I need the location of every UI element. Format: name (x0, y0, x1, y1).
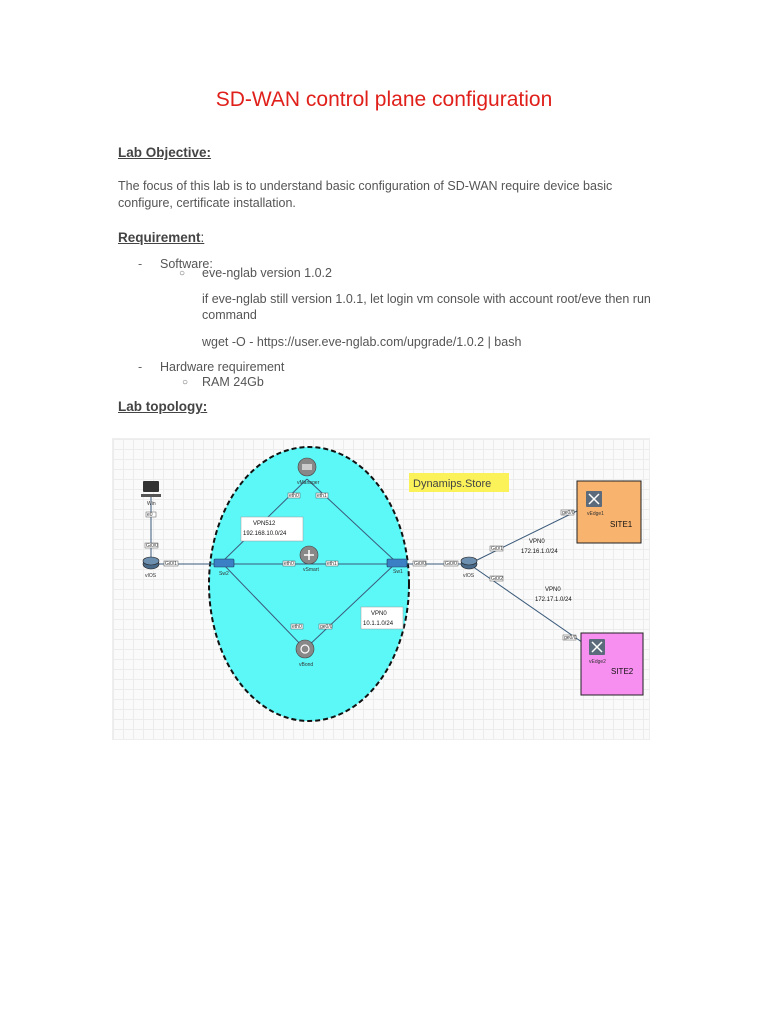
sw1-switch-icon[interactable] (387, 559, 407, 567)
hardware-item-ram: RAM 24Gb (202, 375, 264, 389)
software-item-upgrade-note: if eve-nglab still version 1.0.1, let login vm console with account root/eve then run command (202, 292, 651, 322)
vpn0-site2-name: VPN0 (545, 587, 561, 593)
topology-svg (113, 439, 649, 739)
vedge1-label: vEdge1 (587, 511, 604, 517)
vmanager-eth0-label: eth0 (289, 493, 299, 499)
lab-topology-heading: Lab topology: (118, 399, 208, 414)
vsmart-eth1-label: eth1 (327, 561, 337, 567)
vmanager-label: vManager (297, 480, 320, 486)
sw1-port-label: Gi0/0 (445, 561, 457, 567)
sw2-label: Sw2 (219, 571, 229, 577)
controller-ellipse (209, 447, 409, 721)
vsmart-eth0-label: eth0 (284, 561, 294, 567)
hardware-label: Hardware requirement (160, 360, 285, 374)
vedge2-icon[interactable] (589, 639, 605, 655)
lab-objective-heading: Lab Objective: (118, 145, 212, 160)
win-pc-icon[interactable] (141, 481, 161, 497)
circle-bullet-icon: ○ (179, 268, 186, 279)
vbond-label: vBond (299, 662, 314, 668)
vios-left-label: vIOS (145, 573, 157, 579)
vmanager-icon[interactable] (298, 458, 316, 476)
vsmart-label: vSmart (303, 567, 319, 573)
vios-right-gi0-label: Gi0/0 (414, 561, 426, 567)
sw1-label: Sw1 (393, 569, 403, 575)
vbond-eth0-label: eth0 (292, 624, 302, 630)
vbond-ge0-label: ge0/0 (320, 624, 333, 630)
dash-icon: - (138, 257, 143, 271)
vios-left-router-icon[interactable] (143, 557, 159, 569)
site2-label: SITE2 (611, 667, 634, 676)
sw2-port-label: Gi0/1 (165, 561, 177, 567)
sw2-switch-icon[interactable] (214, 559, 234, 567)
vios-right-label: vIOS (463, 573, 475, 579)
win-label: Win (147, 501, 156, 507)
vedge1-icon[interactable] (586, 491, 602, 507)
software-item-version: eve-nglab version 1.0.2 (202, 266, 332, 280)
vbond-icon[interactable] (296, 640, 314, 658)
requirement-heading-text: Requirement (118, 230, 201, 245)
lab-objective-text: The focus of this lab is to understand basic configuration of SD-WAN require device basic configure, certificate installation. (118, 179, 613, 210)
requirement-heading (118, 230, 204, 245)
circle-bullet-icon: ○ (182, 377, 189, 388)
vedge2-port-label: ge0/0 (564, 635, 577, 641)
site1-label: SITE1 (610, 520, 633, 529)
vios-left-port-label: Gi0/0 (146, 543, 158, 549)
software-item-command: wget -O - https://user.eve-nglab.com/upgrade/1.0.2 | bash (202, 335, 522, 349)
vios-right-gi1-label: Gi0/1 (491, 546, 503, 552)
vpn512-subnet: 192.168.10.0/24 (243, 531, 287, 537)
vpn512-name: VPN512 (253, 521, 276, 527)
vpn0-site2-subnet: 172.17.1.0/24 (535, 597, 572, 603)
vpn0-site1-subnet: 172.16.1.0/24 (521, 549, 558, 555)
requirement-heading-colon: : (200, 230, 205, 245)
vedge1-port-label: ge0/0 (562, 510, 575, 516)
topology-diagram (112, 438, 650, 740)
vsmart-icon[interactable] (300, 546, 318, 564)
software-label: Software: (160, 257, 213, 271)
win-port-label: e0 (147, 512, 153, 518)
vpn0-core-name: VPN0 (371, 611, 387, 617)
page-title: SD-WAN control plane configuration (215, 88, 553, 111)
vios-right-router-icon[interactable] (461, 557, 477, 569)
dash-icon: - (138, 360, 143, 374)
vedge2-label: vEdge2 (589, 659, 606, 665)
vmanager-eth1-label: eth1 (317, 493, 327, 499)
dynamips-store-label: Dynamips.Store (413, 478, 492, 490)
vpn0-site1-name: VPN0 (529, 539, 545, 545)
vios-right-gi2-label: Gi0/2 (491, 576, 503, 582)
vpn0-core-subnet: 10.1.1.0/24 (363, 621, 394, 627)
